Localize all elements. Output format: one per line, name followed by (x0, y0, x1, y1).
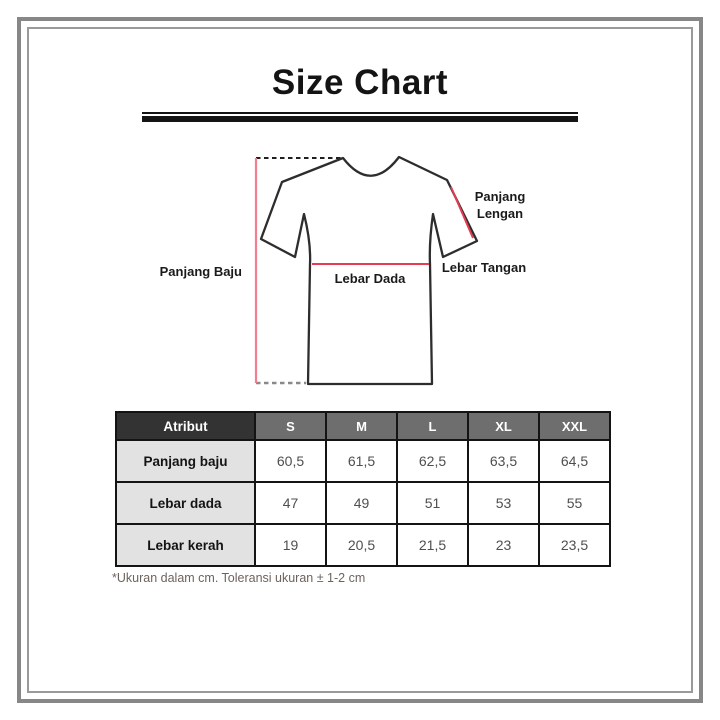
size-value-cell: 64,5 (539, 440, 610, 482)
label-panjang-baju: Panjang Baju (159, 264, 242, 279)
attribute-label-cell: Panjang baju (116, 440, 255, 482)
size-column-header-m: M (326, 412, 397, 440)
label-lebar-tangan: Lebar Tangan (441, 260, 527, 275)
size-column-header-l: L (397, 412, 468, 440)
table-row-lebar-dada (116, 482, 610, 524)
table-row-lebar-kerah (116, 524, 610, 566)
label-panjang-lengan (450, 188, 550, 222)
page-title: Size Chart (271, 63, 449, 102)
size-column-header-xxl: XXL (539, 412, 610, 440)
size-value-cell: 63,5 (468, 440, 539, 482)
size-footnote: *Ukuran dalam cm. Toleransi ukuran ± 1-2 cm (112, 571, 366, 585)
label-lebar-dada: Lebar Dada (334, 271, 406, 286)
label-panjang-lengan-line2: Lengan (476, 206, 524, 221)
size-table-header-row (116, 412, 610, 440)
size-value-cell: 62,5 (397, 440, 468, 482)
size-value-cell: 55 (539, 482, 610, 524)
label-panjang-lengan-line1: Panjang (474, 189, 526, 204)
attribute-label-cell: Lebar dada (116, 482, 255, 524)
size-value-cell: 19 (255, 524, 326, 566)
size-value-cell: 23,5 (539, 524, 610, 566)
size-column-header-s: S (255, 412, 326, 440)
size-value-cell: 21,5 (397, 524, 468, 566)
table-row-panjang-baju (116, 440, 610, 482)
size-value-cell: 51 (397, 482, 468, 524)
attribute-label-cell: Lebar kerah (116, 524, 255, 566)
size-value-cell: 49 (326, 482, 397, 524)
size-value-cell: 60,5 (255, 440, 326, 482)
size-value-cell: 47 (255, 482, 326, 524)
size-value-cell: 53 (468, 482, 539, 524)
attribute-column-header: Atribut (116, 412, 255, 440)
size-column-header-xl: XL (468, 412, 539, 440)
size-value-cell: 61,5 (326, 440, 397, 482)
size-value-cell: 20,5 (326, 524, 397, 566)
size-value-cell: 23 (468, 524, 539, 566)
size-table (115, 411, 611, 567)
